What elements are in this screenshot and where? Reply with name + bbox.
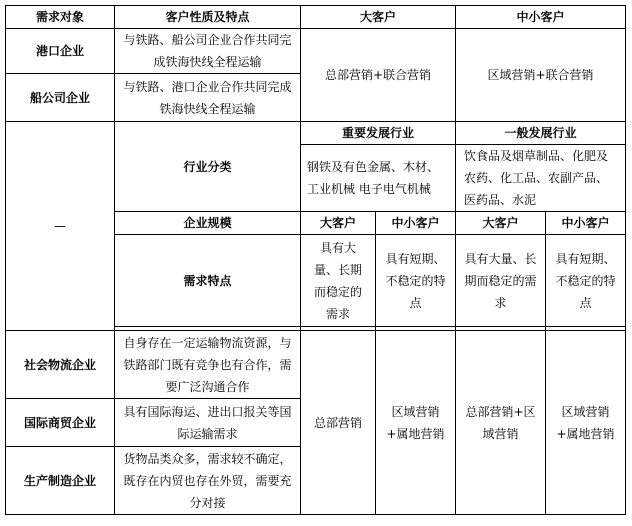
row-industry-header [6, 122, 626, 145]
industry-key-header: 重要发展行业 [301, 122, 456, 145]
industry-key-list: 钢铁及有色金属、木材、工业机械 电子电气机械 [301, 145, 456, 212]
trade-name: 国际商贸企业 [6, 399, 115, 447]
port-name: 港口企业 [6, 29, 115, 74]
customer-demand-table [5, 5, 626, 515]
industry-general-header: 一般发展行业 [456, 122, 626, 145]
industry-general-list: 饮食品及烟草制品、化肥及农药、化工品、农副产品、医药品、水泥 [456, 145, 626, 212]
row-logistics [6, 331, 626, 399]
header-small-medium: 中小客户 [456, 6, 626, 29]
bottom-small-marketing-2: 区域营销+属地营销 [546, 331, 626, 515]
logistics-name: 社会物流企业 [6, 331, 115, 399]
header-large: 大客户 [301, 6, 456, 29]
demand-large: 具有大量、长期而稳定的需求 [301, 235, 376, 327]
demand-large-2: 具有大量、长期而稳定的需求 [456, 235, 546, 327]
header-row [6, 6, 626, 29]
manufacturing-desc: 货物品类众多，需求较不确定，既存在内贸也存在外贸，需要充分对接 [115, 447, 301, 515]
bottom-large-marketing-2: 总部营销+区域营销 [456, 331, 546, 515]
shipping-desc: 与铁路、港口企业合作共同完成铁海快线全程运输 [115, 74, 301, 122]
port-ship-large-marketing: 总部营销+联合营销 [301, 29, 456, 122]
demand-small-2: 具有短期、不稳定的特点 [546, 235, 626, 327]
port-desc: 与铁路、船公司企业合作共同完成铁海快线全程运输 [115, 29, 301, 74]
scale-small: 中小客户 [376, 212, 456, 235]
demand-table-container [5, 5, 626, 515]
scale-label: 企业规模 [115, 212, 301, 235]
header-nature: 客户性质及特点 [115, 6, 301, 29]
demand-label: 需求特点 [115, 235, 301, 327]
demand-small: 具有短期、不稳定的特点 [376, 235, 456, 327]
scale-large-2: 大客户 [456, 212, 546, 235]
shipping-name: 船公司企业 [6, 74, 115, 122]
bottom-small-marketing: 区域营销+属地营销 [376, 331, 456, 515]
scale-small-2: 中小客户 [546, 212, 626, 235]
manufacturing-name: 生产制造企业 [6, 447, 115, 515]
port-ship-small-marketing: 区域营销+联合营销 [456, 29, 626, 122]
scale-large: 大客户 [301, 212, 376, 235]
bottom-large-marketing: 总部营销 [301, 331, 376, 515]
logistics-desc: 自身存在一定运输物流资源，与铁路部门既有竞争也有合作，需要广泛沟通合作 [115, 331, 301, 399]
row-port [6, 29, 626, 74]
header-demand-object: 需求对象 [6, 6, 115, 29]
dash-cell: — [6, 122, 115, 331]
industry-label: 行业分类 [115, 122, 301, 212]
trade-desc: 具有国际海运、进出口报关等国际运输需求 [115, 399, 301, 447]
